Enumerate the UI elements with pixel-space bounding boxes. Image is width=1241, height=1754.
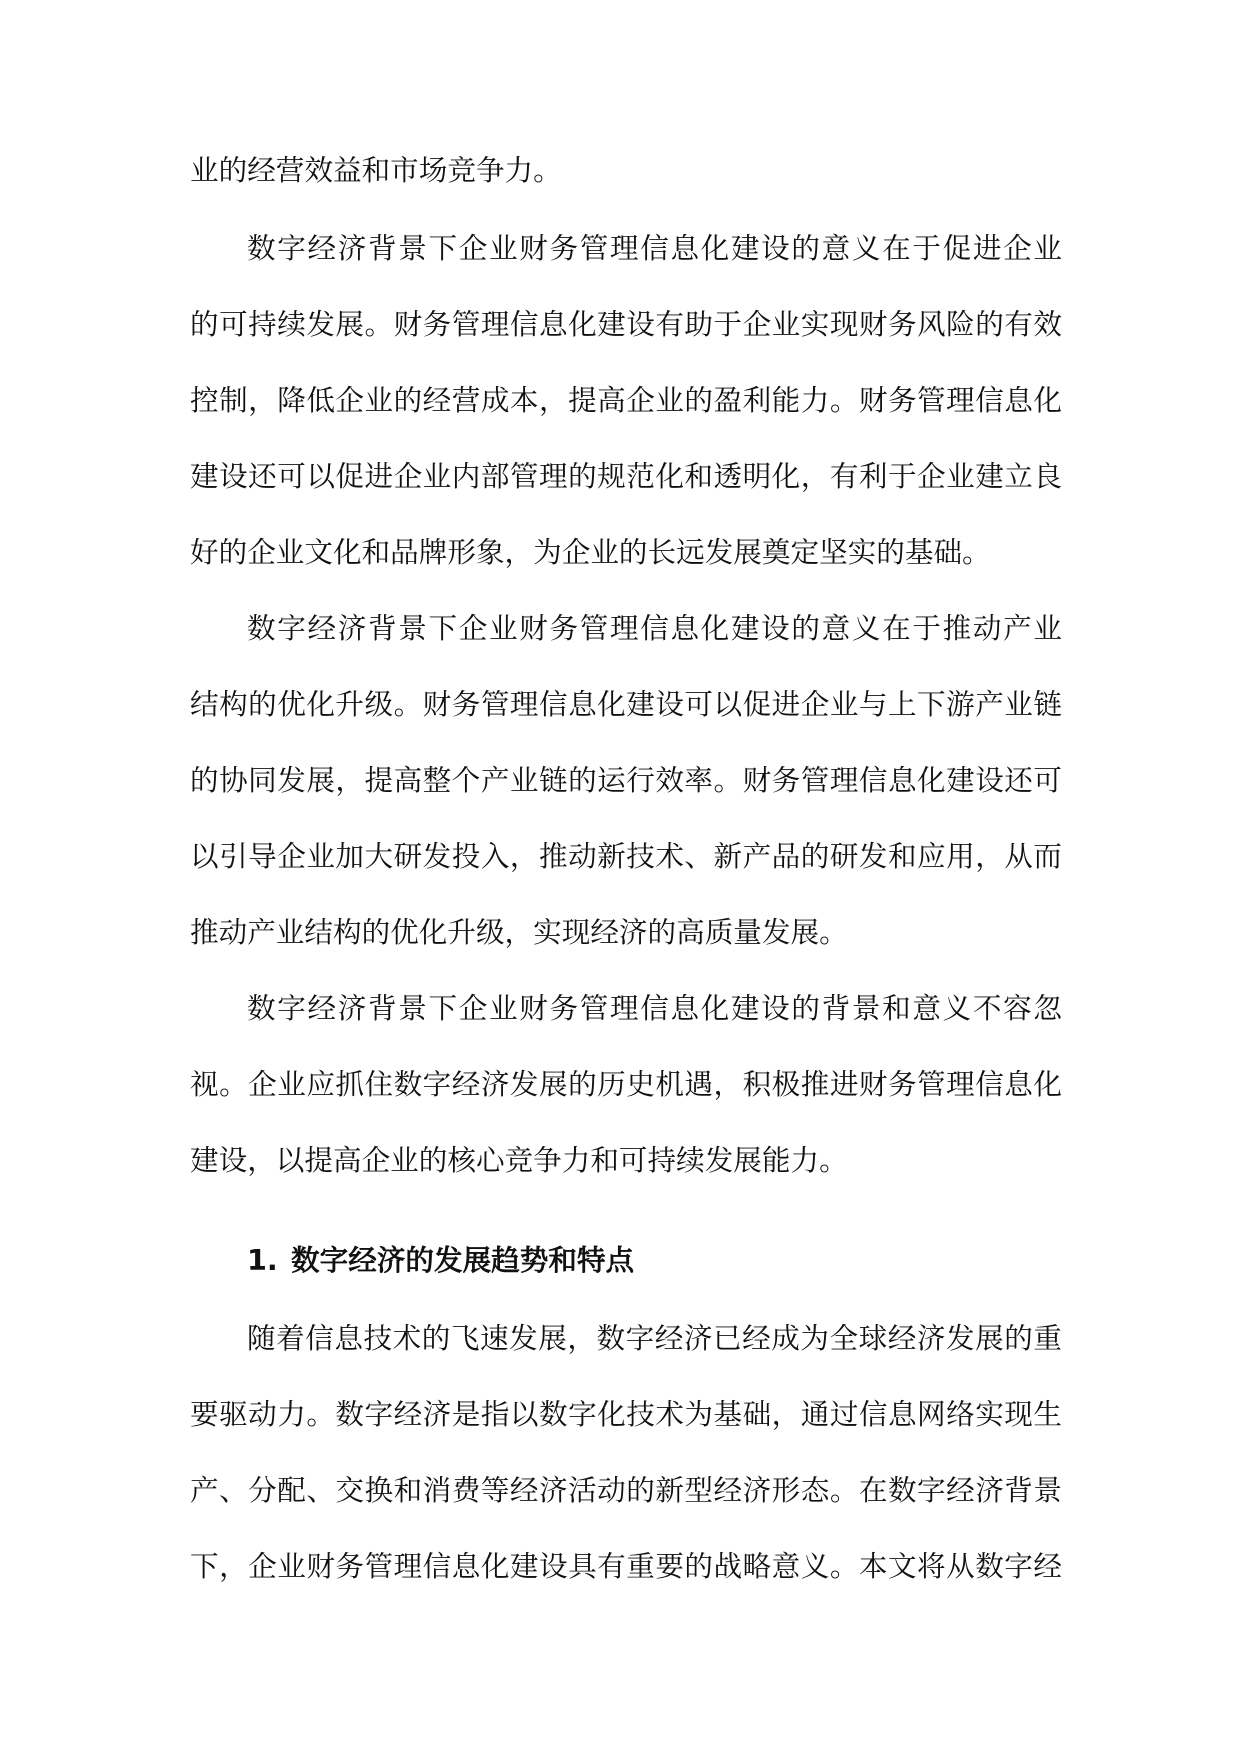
paragraph-2-line-4: 建设还可以促进企业内部管理的规范化和透明化，有利于企业建立良 xyxy=(190,459,1062,493)
paragraph-2-line-3: 控制，降低企业的经营成本，提高企业的盈利能力。财务管理信息化 xyxy=(190,383,1062,417)
paragraph-3-line-3: 的协同发展，提高整个产业链的运行效率。财务管理信息化建设还可 xyxy=(190,763,1062,797)
paragraph-3-line-2: 结构的优化升级。财务管理信息化建设可以促进企业与上下游产业链 xyxy=(190,687,1062,721)
paragraph-2-line-2: 的可持续发展。财务管理信息化建设有助于企业实现财务风险的有效 xyxy=(190,307,1062,341)
paragraph-3-line-4: 以引导企业加大研发投入，推动新技术、新产品的研发和应用，从而 xyxy=(190,839,1062,873)
paragraph-2-line-1: 数字经济背景下企业财务管理信息化建设的意义在于促进企业 xyxy=(247,231,1062,265)
paragraph-5-line-1: 随着信息技术的飞速发展，数字经济已经成为全球经济发展的重 xyxy=(247,1321,1062,1355)
paragraph-2-line-5: 好的企业文化和品牌形象，为企业的长远发展奠定坚实的基础。 xyxy=(190,535,991,569)
paragraph-4-line-1: 数字经济背景下企业财务管理信息化建设的背景和意义不容忽 xyxy=(247,991,1062,1025)
paragraph-3-line-1: 数字经济背景下企业财务管理信息化建设的意义在于推动产业 xyxy=(247,611,1062,645)
paragraph-1-line-1: 业的经营效益和市场竞争力。 xyxy=(190,153,562,187)
section-heading-title: 数字经济的发展趋势和特点 xyxy=(291,1243,635,1277)
paragraph-3-line-5: 推动产业结构的优化升级，实现经济的高质量发展。 xyxy=(190,915,848,949)
paragraph-5-line-4: 下，企业财务管理信息化建设具有重要的战略意义。本文将从数字经 xyxy=(190,1549,1062,1583)
paragraph-5-line-2: 要驱动力。数字经济是指以数字化技术为基础，通过信息网络实现生 xyxy=(190,1397,1062,1431)
section-heading xyxy=(247,1240,634,1280)
paragraph-4-line-2: 视。企业应抓住数字经济发展的历史机遇，积极推进财务管理信息化 xyxy=(190,1067,1062,1101)
section-heading-number: 1. xyxy=(247,1243,278,1277)
paragraph-4-line-3: 建设，以提高企业的核心竞争力和可持续发展能力。 xyxy=(190,1143,848,1177)
paragraph-5-line-3: 产、分配、交换和消费等经济活动的新型经济形态。在数字经济背景 xyxy=(190,1473,1062,1507)
